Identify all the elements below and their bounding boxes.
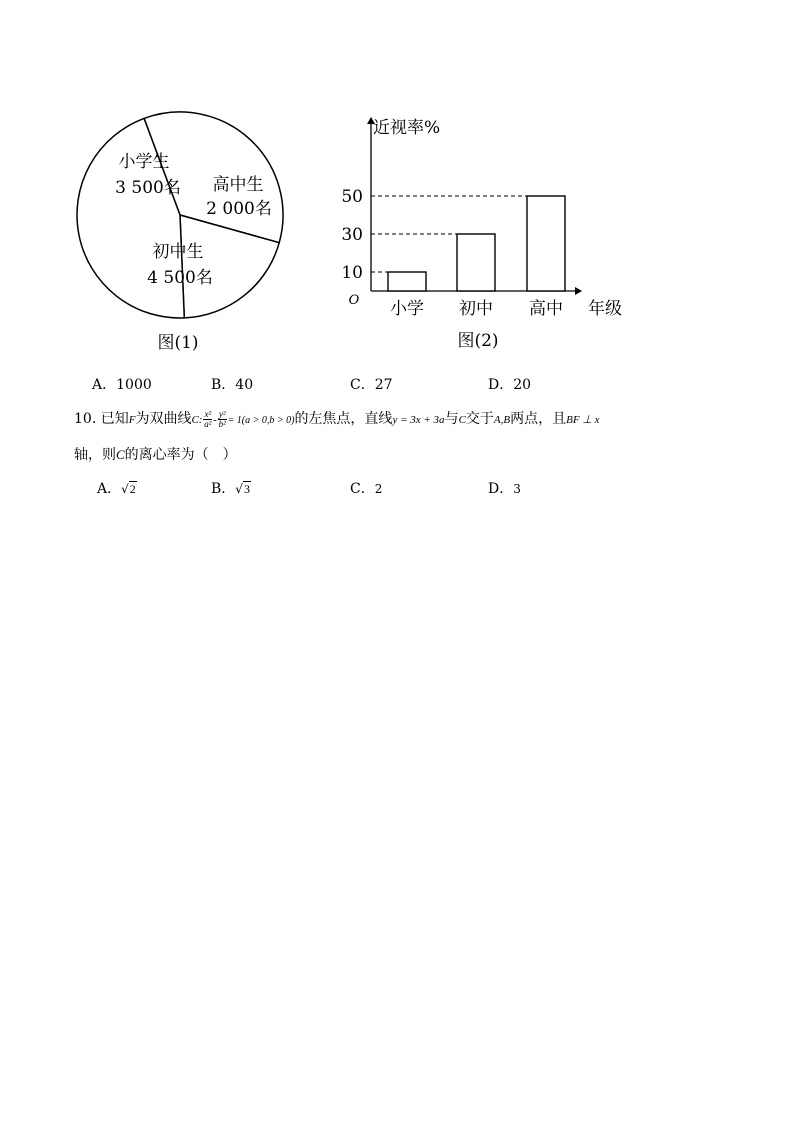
q10-text-5: 交于 xyxy=(465,411,494,427)
q10-BF: BF ⊥ x xyxy=(566,414,600,426)
x-tick-label-0: 小学 xyxy=(390,299,424,319)
q10-frac-x-den: a² xyxy=(204,418,212,429)
q10-frac-y-num: y² xyxy=(218,408,226,419)
pie-label-primary-value: 3 500名 xyxy=(115,178,181,198)
q10-frac-y-den: b² xyxy=(218,418,226,429)
x-axis-label: 年级 xyxy=(588,299,622,319)
bar-chart xyxy=(335,108,635,358)
q10-frac-y xyxy=(218,410,227,429)
q10-option-b-letter: B． xyxy=(211,481,236,497)
q10-frac-x xyxy=(203,410,212,429)
q10-C: C xyxy=(458,414,466,426)
y-tick-label-0: 10 xyxy=(341,263,363,283)
q10-text-4: 与 xyxy=(444,411,459,427)
y-tick-label-2: 50 xyxy=(341,187,363,207)
q9-option-c-letter: C． xyxy=(350,377,375,393)
q10-option-a[interactable] xyxy=(97,478,137,498)
q10-option-c-text: 2 xyxy=(374,482,383,496)
q10-option-b[interactable] xyxy=(211,478,251,498)
q10-option-b-radicand: 3 xyxy=(243,482,250,496)
origin-label: O xyxy=(348,293,360,308)
q10-number: 10. xyxy=(74,411,97,427)
q10-minus: - xyxy=(213,414,217,426)
pie-label-high-value: 2 000名 xyxy=(206,199,272,219)
q10-option-a-radicand: 2 xyxy=(129,482,136,496)
q9-option-d-letter: D． xyxy=(488,377,514,393)
q9-option-a[interactable] xyxy=(92,374,152,394)
q10-option-c[interactable] xyxy=(350,478,382,498)
q10-text-2: 为双曲线 xyxy=(135,411,192,427)
bar-2 xyxy=(527,196,565,291)
pie-label-high-name: 高中生 xyxy=(212,175,264,195)
q10-line2-text-b: 的离心率为（ ） xyxy=(124,447,237,463)
q9-option-b-letter: B． xyxy=(211,377,236,393)
q10-option-d-text: 3 xyxy=(513,482,521,496)
q9-option-b[interactable] xyxy=(211,374,253,394)
q9-option-c[interactable] xyxy=(350,374,393,394)
q10-text-6: 两点，且 xyxy=(510,411,567,427)
y-tick-label-1: 30 xyxy=(341,225,363,245)
figure2-caption: 图(2) xyxy=(457,331,499,351)
q10-F: F xyxy=(128,414,136,426)
q9-option-a-text: 1000 xyxy=(116,377,152,393)
x-tick-label-1: 初中 xyxy=(459,299,493,319)
pie-label-middle-value: 4 500名 xyxy=(147,268,213,288)
q10-frac-x-num: x² xyxy=(204,408,212,419)
q10-text-3: 的左焦点，直线 xyxy=(294,411,393,427)
q10-line2-C: C xyxy=(116,447,125,462)
pie-label-primary-name: 小学生 xyxy=(118,152,170,172)
bar-1 xyxy=(457,234,495,291)
q9-option-d-text: 20 xyxy=(513,377,532,393)
q10-text-1: 已知 xyxy=(100,411,129,427)
pie-label-middle-name: 初中生 xyxy=(152,242,204,262)
q9-option-c-text: 27 xyxy=(374,377,393,393)
pie-chart xyxy=(60,100,310,370)
q10-option-d-letter: D． xyxy=(488,481,514,497)
q10-C-prefix: C: xyxy=(191,414,203,426)
figure1-caption: 图(1) xyxy=(157,333,199,353)
q10-eq-tail: = 1(a > 0,b > 0) xyxy=(227,415,295,426)
y-axis-label: 近视率% xyxy=(373,118,441,138)
q10-option-a-letter: A． xyxy=(97,481,122,497)
sqrt-icon: √ xyxy=(235,482,243,496)
bar-0 xyxy=(388,272,426,291)
q9-option-b-text: 40 xyxy=(235,377,254,393)
q10-option-c-letter: C． xyxy=(350,481,375,497)
q10-stem-line1 xyxy=(74,404,600,434)
q9-option-a-letter: A． xyxy=(92,377,117,393)
x-tick-label-2: 高中 xyxy=(529,299,563,319)
q10-line-eq: y = 3x + 3a xyxy=(392,414,445,426)
sqrt-icon: √ xyxy=(121,482,129,496)
q10-AB: A,B xyxy=(493,414,511,426)
q10-stem-line2 xyxy=(74,444,237,464)
q10-option-d[interactable] xyxy=(488,478,521,498)
q9-option-d[interactable] xyxy=(488,374,531,394)
bar-marks xyxy=(341,187,565,319)
q10-line2-text-a: 轴，则 xyxy=(74,447,116,463)
